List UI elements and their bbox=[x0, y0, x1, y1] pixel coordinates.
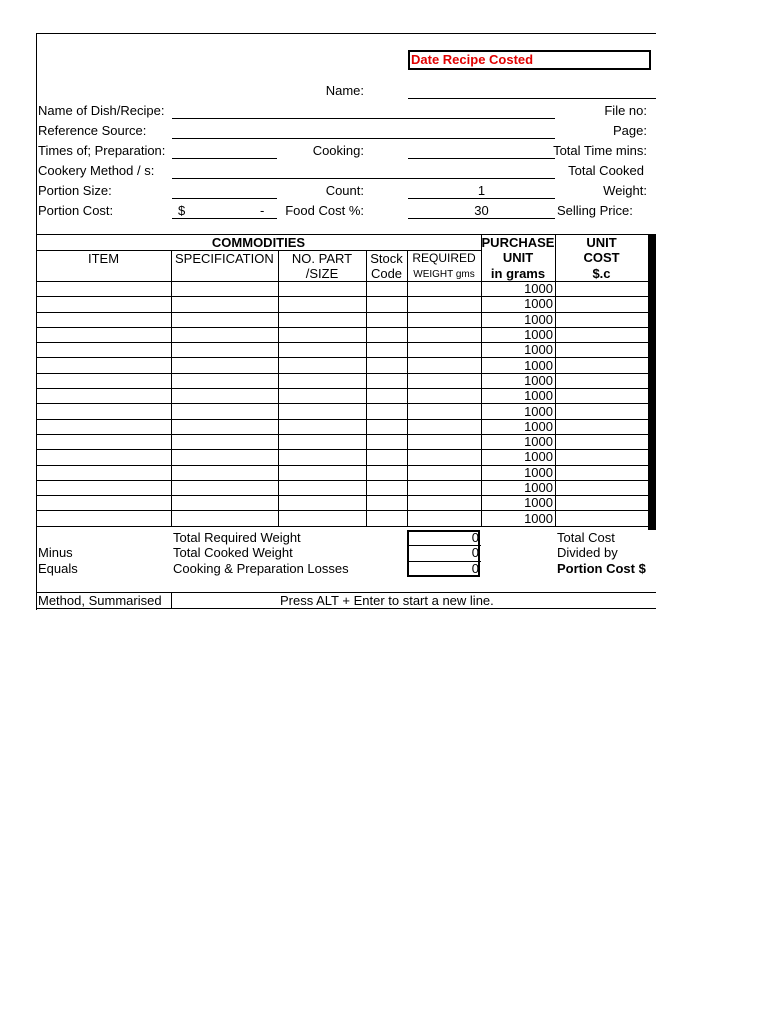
reference-field[interactable] bbox=[172, 138, 555, 139]
table-row bbox=[37, 297, 649, 312]
table-cell[interactable] bbox=[556, 404, 649, 419]
method-divider bbox=[171, 592, 172, 608]
count-field-line bbox=[408, 198, 555, 199]
portion-size-label: Portion Size: bbox=[38, 183, 112, 198]
table-cell[interactable] bbox=[172, 373, 279, 388]
table-cell[interactable] bbox=[408, 496, 482, 511]
table-cell[interactable] bbox=[408, 404, 482, 419]
purchase-header: PURCHASE bbox=[481, 235, 555, 250]
method-bottom-border bbox=[36, 608, 656, 609]
method-field[interactable]: Press ALT + Enter to start a new line. bbox=[280, 593, 494, 608]
table-cell[interactable] bbox=[279, 465, 367, 480]
table-cell[interactable] bbox=[367, 465, 408, 480]
table-cell[interactable] bbox=[37, 389, 172, 404]
total-time-label: Total Time mins: bbox=[553, 143, 647, 158]
table-cell[interactable] bbox=[279, 312, 367, 327]
table-cell[interactable] bbox=[556, 389, 649, 404]
table-row bbox=[37, 282, 649, 297]
table-cell[interactable] bbox=[367, 450, 408, 465]
table-cell[interactable] bbox=[367, 343, 408, 358]
table-cell[interactable] bbox=[37, 343, 172, 358]
purchase-unit-cell[interactable]: 1000 bbox=[482, 373, 556, 388]
cooking-time-field[interactable] bbox=[408, 158, 555, 159]
purchase-unit-cell[interactable]: 1000 bbox=[482, 358, 556, 373]
preparation-time-field[interactable] bbox=[172, 158, 277, 159]
portion-cost-total-label: Portion Cost $ bbox=[557, 561, 646, 576]
table-row bbox=[37, 327, 649, 342]
table-cell[interactable] bbox=[408, 465, 482, 480]
table-cell[interactable] bbox=[279, 450, 367, 465]
table-cell[interactable] bbox=[279, 373, 367, 388]
table-cell[interactable] bbox=[172, 480, 279, 495]
table-cell[interactable] bbox=[172, 358, 279, 373]
cookery-method-field[interactable] bbox=[172, 178, 555, 179]
table-cell[interactable] bbox=[556, 450, 649, 465]
table-cell[interactable] bbox=[279, 327, 367, 342]
table-cell[interactable] bbox=[408, 434, 482, 449]
table-cell[interactable] bbox=[556, 312, 649, 327]
purchase-unit-cell[interactable]: 1000 bbox=[482, 434, 556, 449]
stock-header: Stock bbox=[370, 251, 403, 266]
table-cell[interactable] bbox=[556, 327, 649, 342]
total-required-label: Total Required Weight bbox=[173, 530, 301, 545]
selling-price-label: Selling Price: bbox=[557, 203, 633, 218]
table-row bbox=[37, 450, 649, 465]
purchase-unit-cell[interactable]: 1000 bbox=[482, 282, 556, 297]
table-cell[interactable] bbox=[556, 297, 649, 312]
table-cell[interactable] bbox=[408, 282, 482, 297]
table-row bbox=[37, 496, 649, 511]
table-cell[interactable] bbox=[556, 373, 649, 388]
table-cell[interactable] bbox=[367, 373, 408, 388]
table-cell[interactable] bbox=[556, 282, 649, 297]
size-header: /SIZE bbox=[305, 266, 339, 281]
weight-label: Weight: bbox=[603, 183, 647, 198]
table-cell[interactable] bbox=[408, 327, 482, 342]
table-cell[interactable] bbox=[37, 327, 172, 342]
purchase-unit-cell[interactable]: 1000 bbox=[482, 419, 556, 434]
table-cell[interactable] bbox=[367, 297, 408, 312]
portion-cost-currency: $ bbox=[178, 203, 186, 218]
table-cell[interactable] bbox=[279, 480, 367, 495]
table-cell[interactable] bbox=[408, 419, 482, 434]
cooking-label: Cooking: bbox=[312, 143, 364, 158]
total-cost-label: Total Cost bbox=[557, 530, 615, 545]
table-cell[interactable] bbox=[172, 389, 279, 404]
table-cell[interactable] bbox=[556, 511, 649, 526]
table-cell[interactable] bbox=[37, 450, 172, 465]
table-cell[interactable] bbox=[172, 343, 279, 358]
table-cell[interactable] bbox=[37, 282, 172, 297]
table-cell[interactable] bbox=[556, 343, 649, 358]
table-cell[interactable] bbox=[279, 358, 367, 373]
table-cell[interactable] bbox=[408, 373, 482, 388]
divided-by-label: Divided by bbox=[557, 545, 618, 560]
table-cell[interactable] bbox=[408, 343, 482, 358]
table-cell[interactable] bbox=[279, 343, 367, 358]
table-cell[interactable] bbox=[172, 282, 279, 297]
table-cell[interactable] bbox=[367, 419, 408, 434]
purchase-unit-cell[interactable]: 1000 bbox=[482, 450, 556, 465]
file-no-label: File no: bbox=[604, 103, 647, 118]
code-header: Code bbox=[370, 266, 403, 281]
table-row bbox=[37, 465, 649, 480]
name-label: Name: bbox=[325, 83, 364, 98]
item-header: ITEM bbox=[87, 251, 120, 266]
purchase-unit-cell[interactable]: 1000 bbox=[482, 389, 556, 404]
table-cell[interactable] bbox=[37, 312, 172, 327]
equals-label: Equals bbox=[38, 561, 78, 576]
purchase-unit-cell[interactable]: 1000 bbox=[482, 480, 556, 495]
dish-field[interactable] bbox=[172, 118, 555, 119]
table-cell[interactable] bbox=[37, 480, 172, 495]
times-label: Times of; Preparation: bbox=[38, 143, 166, 158]
no-part-header: NO. PART bbox=[291, 251, 353, 266]
dish-label: Name of Dish/Recipe: bbox=[38, 103, 165, 118]
purchase-unit-cell[interactable]: 1000 bbox=[482, 511, 556, 526]
table-cell[interactable] bbox=[367, 327, 408, 342]
top-border bbox=[36, 33, 656, 34]
table-cell[interactable] bbox=[367, 312, 408, 327]
table-row bbox=[37, 419, 649, 434]
date-recipe-costed-box[interactable]: Date Recipe Costed bbox=[408, 50, 651, 70]
table-cell[interactable] bbox=[556, 419, 649, 434]
table-row bbox=[37, 373, 649, 388]
losses-label: Cooking & Preparation Losses bbox=[173, 561, 349, 576]
table-cell[interactable] bbox=[556, 434, 649, 449]
table-cell[interactable] bbox=[172, 297, 279, 312]
table-cell[interactable] bbox=[367, 496, 408, 511]
food-cost-value[interactable]: 30 bbox=[474, 203, 489, 218]
total-cooked-label: Total Cooked bbox=[568, 163, 644, 178]
table-cell[interactable] bbox=[37, 297, 172, 312]
table-cell[interactable] bbox=[367, 358, 408, 373]
table-cell[interactable] bbox=[556, 480, 649, 495]
total-required-value[interactable]: 0 bbox=[471, 530, 479, 545]
cookery-method-label: Cookery Method / s: bbox=[38, 163, 155, 178]
table-cell[interactable] bbox=[279, 419, 367, 434]
table-row bbox=[37, 389, 649, 404]
portion-cost-value[interactable]: - bbox=[260, 203, 265, 218]
table-cell[interactable] bbox=[408, 312, 482, 327]
table-cell[interactable] bbox=[37, 511, 172, 526]
table-cell[interactable] bbox=[37, 373, 172, 388]
table-cell[interactable] bbox=[556, 358, 649, 373]
purchase-unit-cell[interactable]: 1000 bbox=[482, 404, 556, 419]
losses-value[interactable]: 0 bbox=[471, 561, 479, 576]
method-label: Method, Summarised bbox=[38, 593, 162, 608]
table-cell[interactable] bbox=[37, 404, 172, 419]
table-cell[interactable] bbox=[172, 419, 279, 434]
weight-gms-header: WEIGHT gms bbox=[413, 269, 475, 280]
specification-header: SPECIFICATION bbox=[175, 251, 274, 266]
table-cell[interactable] bbox=[408, 450, 482, 465]
dollar-cents-header: $.c bbox=[592, 266, 611, 281]
table-cell[interactable] bbox=[172, 450, 279, 465]
table-row bbox=[37, 404, 649, 419]
page-label: Page: bbox=[613, 123, 647, 138]
table-cell[interactable] bbox=[172, 511, 279, 526]
table-cell[interactable] bbox=[367, 480, 408, 495]
table-row bbox=[37, 480, 649, 495]
table-cell[interactable] bbox=[279, 496, 367, 511]
table-cell[interactable] bbox=[367, 434, 408, 449]
table-cell[interactable] bbox=[408, 358, 482, 373]
table-cell[interactable] bbox=[172, 327, 279, 342]
purchase-unit-cell[interactable]: 1000 bbox=[482, 297, 556, 312]
total-cooked-weight-label: Total Cooked Weight bbox=[173, 545, 293, 560]
food-cost-label: Food Cost %: bbox=[285, 203, 364, 218]
table-cell[interactable] bbox=[367, 511, 408, 526]
table-cell[interactable] bbox=[408, 511, 482, 526]
count-value[interactable]: 1 bbox=[477, 183, 486, 198]
cost-header: COST bbox=[583, 250, 620, 265]
right-thick-border bbox=[648, 234, 656, 530]
table-cell[interactable] bbox=[367, 389, 408, 404]
table-cell[interactable] bbox=[556, 465, 649, 480]
portion-cost-field-line bbox=[172, 218, 277, 219]
in-grams-header: in grams bbox=[490, 266, 546, 281]
table-cell[interactable] bbox=[172, 434, 279, 449]
count-label: Count: bbox=[325, 183, 364, 198]
table-cell[interactable] bbox=[556, 496, 649, 511]
table-row bbox=[37, 511, 649, 526]
portion-cost-label: Portion Cost: bbox=[38, 203, 114, 218]
commodities-heading: COMMODITIES bbox=[211, 235, 306, 250]
portion-size-field[interactable] bbox=[172, 198, 277, 199]
commodities-table bbox=[36, 281, 649, 527]
purchase-unit-header: UNIT bbox=[502, 250, 534, 265]
purchase-unit-cell[interactable]: 1000 bbox=[482, 312, 556, 327]
purchase-unit-cell[interactable]: 1000 bbox=[482, 496, 556, 511]
header-divider bbox=[171, 250, 172, 281]
table-row bbox=[37, 312, 649, 327]
total-cooked-weight-value[interactable]: 0 bbox=[471, 545, 479, 560]
table-cell[interactable] bbox=[172, 465, 279, 480]
table-cell[interactable] bbox=[37, 496, 172, 511]
table-cell[interactable] bbox=[279, 297, 367, 312]
table-cell[interactable] bbox=[37, 358, 172, 373]
purchase-unit-cell[interactable]: 1000 bbox=[482, 327, 556, 342]
table-cell[interactable] bbox=[279, 282, 367, 297]
name-field[interactable] bbox=[408, 98, 656, 99]
table-cell[interactable] bbox=[172, 404, 279, 419]
table-cell[interactable] bbox=[279, 389, 367, 404]
table-cell[interactable] bbox=[279, 511, 367, 526]
table-row bbox=[37, 343, 649, 358]
table-cell[interactable] bbox=[172, 312, 279, 327]
table-cell[interactable] bbox=[172, 496, 279, 511]
table-row bbox=[37, 434, 649, 449]
table-cell[interactable] bbox=[367, 404, 408, 419]
table-cell[interactable] bbox=[367, 282, 408, 297]
table-cell[interactable] bbox=[408, 297, 482, 312]
food-cost-field-line bbox=[408, 218, 555, 219]
required-header: REQUIRED bbox=[412, 251, 476, 265]
table-cell[interactable] bbox=[408, 480, 482, 495]
table-cell[interactable] bbox=[37, 419, 172, 434]
table-cell[interactable] bbox=[279, 404, 367, 419]
table-cell[interactable] bbox=[279, 434, 367, 449]
table-cell[interactable] bbox=[37, 465, 172, 480]
purchase-unit-cell[interactable]: 1000 bbox=[482, 343, 556, 358]
purchase-unit-cell[interactable]: 1000 bbox=[482, 465, 556, 480]
table-cell[interactable] bbox=[408, 389, 482, 404]
minus-label: Minus bbox=[38, 545, 73, 560]
table-cell[interactable] bbox=[37, 434, 172, 449]
unit-cost-header: UNIT bbox=[586, 235, 617, 250]
reference-label: Reference Source: bbox=[38, 123, 147, 138]
table-row bbox=[37, 358, 649, 373]
